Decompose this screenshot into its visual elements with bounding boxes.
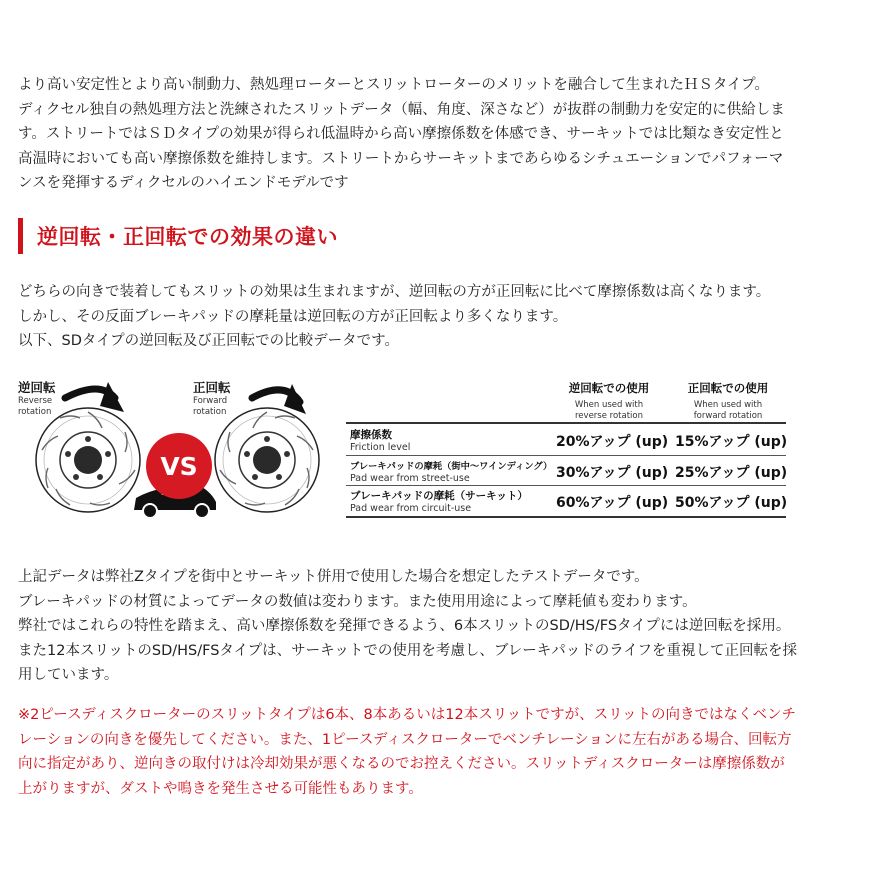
reverse-value: 20%アップ (up) [556, 434, 669, 450]
notes-line: ブレーキパッドの材質によってデータの数値は変わります。また使用用途によって摩耗値も変わります。 [18, 593, 697, 610]
forward-rotation-label: 正回転 [193, 380, 231, 395]
intro-line: より高い安定性とより高い制動力、熱処理ローターとスリットローターのメリットを融合して生まれたＨＳタイプ。 [18, 77, 769, 93]
notes-paragraph [18, 565, 880, 688]
forward-en-line: Forward [193, 396, 228, 406]
header-jp: 逆回転での使用 [568, 381, 650, 395]
effect-line: しかし、その反面ブレーキパッドの摩耗量は逆回転の方が正回転より多くなります。 [18, 308, 568, 325]
header-jp: 正回転での使用 [687, 381, 769, 395]
header-en: When used with [574, 400, 644, 410]
forward-value: 25%アップ (up) [675, 465, 788, 481]
caution-line: 向に指定があり、逆向きの取付けは冷却効果が悪くなるのでお控えください。スリットディスクローターは摩擦係数が [18, 756, 785, 772]
forward-rotor-icon [215, 408, 319, 512]
intro-paragraph [18, 73, 880, 196]
reverse-rotation-arrow-icon [65, 382, 124, 412]
reverse-value: 60%アップ (up) [556, 495, 669, 511]
header-en: When used with [693, 400, 763, 410]
row-label-jp: 摩擦係数 [350, 429, 392, 441]
notes-line: 弊社ではこれらの特性を踏まえ、高い摩擦係数を発揮できるよう、6本スリットのSD/HS/FSタイプには逆回転を採用。 [18, 618, 791, 634]
section-heading [18, 218, 338, 254]
header-en: reverse rotation [575, 410, 643, 421]
heading-accent-bar [18, 218, 23, 254]
header-en: forward rotation [693, 410, 763, 421]
caution-line: ※2ピースディスクローターのスリットタイプは6本、8本あるいは12本スリットですが、スリットの向きではなくベンチ [18, 707, 797, 723]
intro-line: ンスを発揮するディクセルのハイエンドモデルです [18, 175, 349, 191]
effect-paragraph [18, 280, 880, 354]
reverse-en-line: rotation [18, 407, 52, 417]
reverse-rotor-icon [36, 408, 140, 512]
table-top-rule [346, 422, 786, 424]
row-label-en: Friction level [350, 442, 411, 453]
notes-line: 上記データは弊社Zタイプを街中とサーキット併用で使用した場合を想定したテストデータです。 [18, 569, 649, 585]
reverse-column-header [549, 380, 669, 421]
caution-line: 上がりますが、ダストや鳴きを発生させる可能性もあります。 [18, 780, 423, 797]
table-row [346, 486, 786, 516]
row-label-jp: ブレーキパッドの摩耗（サーキット） [350, 490, 528, 502]
section-title: 逆回転・正回転での効果の違い [37, 225, 338, 249]
intro-line: す。ストリートではＳＤタイプの効果が得られ低温時から高い摩擦係数を体感でき、サーキットでは比類なき安定性と [18, 126, 784, 142]
reverse-value: 30%アップ (up) [556, 465, 669, 481]
forward-en-line: rotation [193, 407, 227, 417]
caution-line: レーションの向きを優先してください。また、1ピースディスクローターでベンチレーションに左右がある場合、回転方 [18, 731, 792, 748]
forward-value: 15%アップ (up) [675, 434, 788, 450]
caution-paragraph [18, 703, 880, 801]
vs-text: VS [160, 451, 198, 481]
table-bottom-rule [346, 516, 786, 518]
intro-line: 高温時においても高い摩擦係数を維持します。ストリートからサーキットまであらゆるシチュエーションでパフォーマ [18, 150, 784, 167]
reverse-rotation-label: 逆回転 [18, 380, 56, 395]
table-row [346, 456, 786, 486]
row-label-en: Pad wear from circuit-use [350, 503, 472, 514]
forward-column-header [668, 380, 788, 421]
row-label-jp: ブレーキパッドの摩耗（街中～ワインディング） [350, 461, 553, 472]
notes-line: また12本スリットのSD/HS/FSタイプは、サーキットでの使用を考慮し、ブレーキパッドのライフを重視して正回転を採 [18, 642, 797, 659]
reverse-en-line: Reverse [18, 396, 53, 406]
row-label-en: Pad wear from street-use [350, 473, 470, 484]
forward-value: 50%アップ (up) [675, 495, 788, 511]
effect-line: どちらの向きで装着してもスリットの効果は生まれますが、逆回転の方が正回転に比べて摩擦係数は高くなります。 [18, 284, 771, 300]
intro-line: ディクセル独自の熱処理方法と洗練されたスリットデータ（幅、角度、深さなど）が抜群の制動力を安定的に供給しま [18, 101, 785, 118]
notes-line: 用しています。 [18, 667, 119, 683]
table-row [346, 425, 786, 455]
effect-line: 以下、SDタイプの逆回転及び正回転での比較データです。 [18, 333, 399, 349]
vs-badge [146, 433, 212, 499]
